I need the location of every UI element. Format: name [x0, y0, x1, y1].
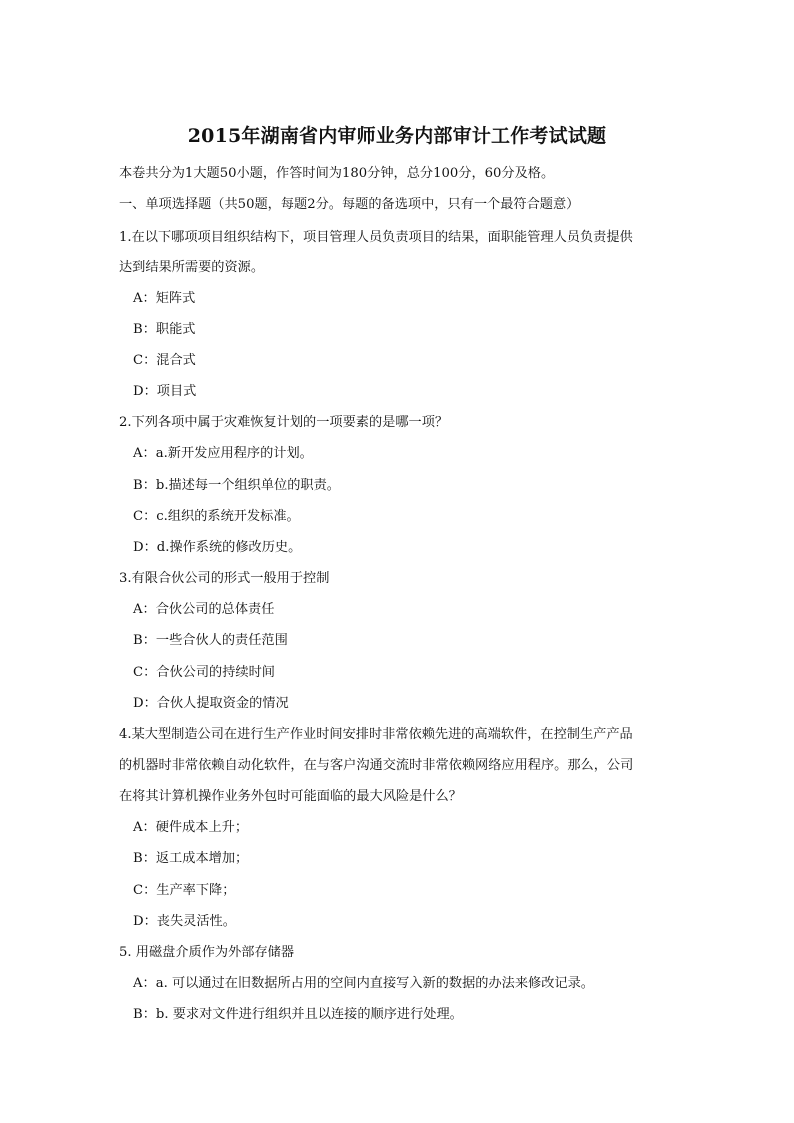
question-stem-line: 5. 用磁盘介质作为外部存储器: [119, 945, 295, 960]
question-stem-line: 4.某大型制造公司在进行生产作业时间安排时非常依赖先进的高端软件，在控制生产产品: [119, 727, 633, 742]
option-c: C：c.组织的系统开发标准。: [133, 509, 300, 524]
option-b: B：b.描述每一个组织单位的职责。: [133, 478, 340, 493]
page-title: 2015年湖南省内审师业务内部审计工作考试试题: [187, 125, 607, 147]
option-b: B：b. 要求对文件进行组织并且以连接的顺序进行处理。: [133, 1007, 463, 1022]
option-b: B：返工成本增加；: [133, 851, 249, 866]
question-stem-line: 2.下列各项中属于灾难恢复计划的一项要素的是哪一项？: [119, 415, 449, 430]
option-b: B：一些合伙人的责任范围: [133, 633, 288, 648]
option-b: B：职能式: [133, 322, 196, 337]
question-stem-line: 1.在以下哪项项目组织结构下，项目管理人员负责项目的结果，面职能管理人员负责提供: [119, 230, 633, 245]
option-c: C：混合式: [133, 353, 196, 368]
option-a: A：矩阵式: [133, 291, 196, 306]
option-d: D：项目式: [133, 384, 197, 399]
option-c: C：生产率下降；: [133, 883, 236, 898]
question-stem-line: 达到结果所需要的资源。: [119, 260, 265, 275]
option-d: D：d.操作系统的修改历史。: [133, 540, 302, 555]
option-a: A：a.新开发应用程序的计划。: [133, 446, 313, 461]
option-d: D：丧失灵活性。: [133, 914, 236, 929]
option-a: A：合伙公司的总体责任: [133, 602, 275, 617]
question-stem-line: 的机器时非常依赖自动化软件，在与客户沟通交流时非常依赖网络应用程序。那么，公司: [119, 758, 634, 773]
option-a: A：硬件成本上升；: [133, 820, 249, 835]
exam-intro: 本卷共分为1大题50小题，作答时间为180分钟，总分100分，60分及格。: [119, 166, 555, 181]
question-stem-line: 3.有限合伙公司的形式一般用于控制: [119, 571, 330, 586]
section-heading: 一、单项选择题（共50题，每题2分。每题的备选项中，只有一个最符合题意）: [119, 197, 580, 212]
option-a: A：a. 可以通过在旧数据所占用的空间内直接写入新的数据的办法来修改记录。: [133, 976, 594, 991]
question-stem-line: 在将其计算机操作业务外包时可能面临的最大风险是什么？: [119, 789, 462, 804]
option-c: C：合伙公司的持续时间: [133, 665, 275, 680]
option-d: D：合伙人提取资金的情况: [133, 696, 289, 711]
